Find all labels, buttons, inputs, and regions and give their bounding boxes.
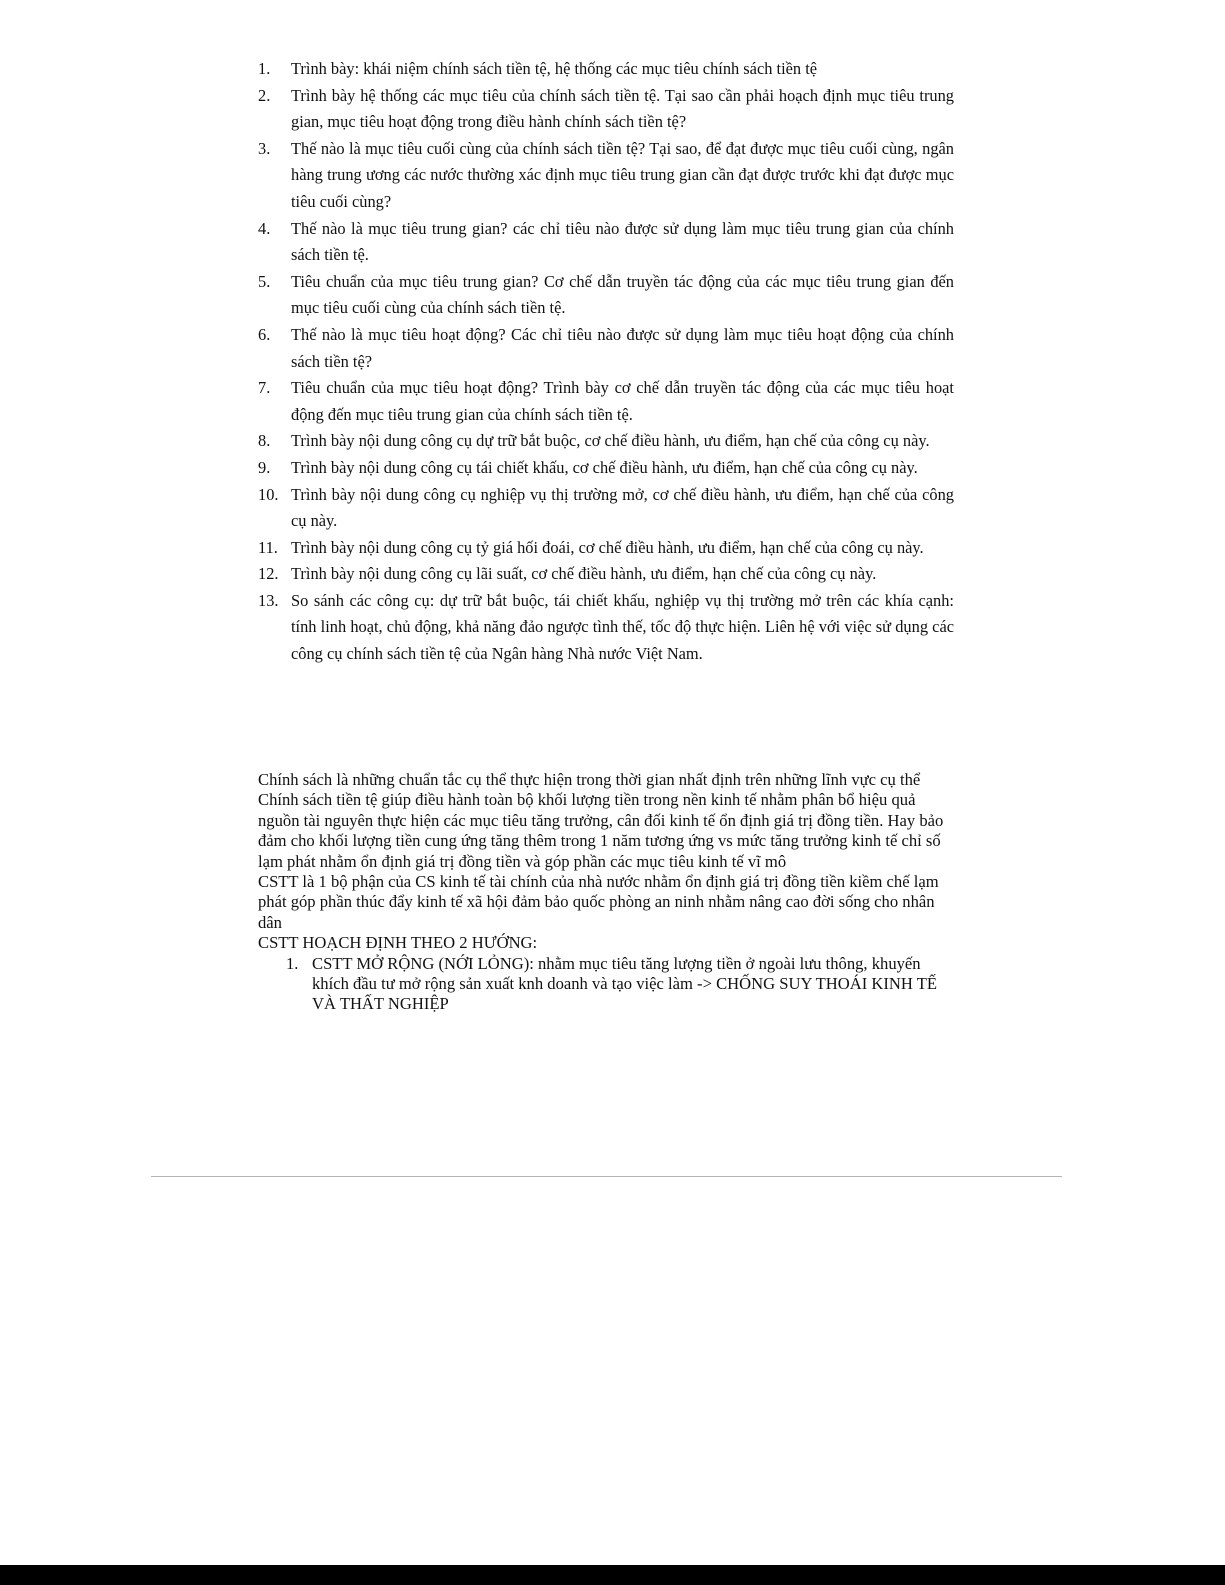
question-item (258, 83, 954, 136)
note-heading: CSTT HOẠCH ĐỊNH THEO 2 HƯỚNG: (258, 933, 538, 953)
question-number: 6. (258, 324, 271, 344)
sub-item-number: 1. (286, 953, 299, 973)
notes-section (258, 770, 948, 1015)
question-text: Trình bày hệ thống các mục tiêu của chính sách tiền tệ. Tại sao cần phải hoạch định mục tiêu trung gian, mục tiêu hoạt động trong điều hành chính sách tiền tệ? (291, 85, 954, 132)
question-number: 12. (258, 564, 279, 584)
note-paragraph: Chính sách là những chuẩn tắc cụ thể thực hiện trong thời gian nhất định trên những lĩnh vực cụ thể (258, 770, 921, 789)
question-item (258, 428, 954, 455)
question-item (258, 588, 954, 668)
question-text: Thế nào là mục tiêu trung gian? các chỉ tiêu nào được sử dụng làm mục tiêu trung gian của chính sách tiền tệ. (291, 218, 954, 265)
page-divider (151, 1176, 1062, 1177)
question-number: 10. (258, 484, 279, 504)
question-item (258, 136, 954, 216)
note-paragraph: Chính sách tiền tệ giúp điều hành toàn bộ khối lượng tiền trong nền kinh tế nhằm phân bổ hiệu quả nguồn tài nguyên thực hiện các mục tiêu tăng trưởng, cân đối kinh tế ổn định giá trị đồng tiền. Hay bảo đảm cho khối lượng tiền cung ứng tăng thêm trong 1 năm tương ứng vs mức tăng trưởng kinh tế chỉ số lạm phát nhằm ổn định giá trị đồng tiền và góp phần các mục tiêu kinh tế vĩ mô (258, 790, 944, 871)
question-number: 11. (258, 537, 278, 557)
question-item (258, 535, 954, 562)
question-item (258, 482, 954, 535)
question-text: Trình bày nội dung công cụ dự trữ bắt buộc, cơ chế điều hành, ưu điểm, hạn chế của công cụ này. (291, 431, 930, 451)
question-text: Trình bày nội dung công cụ tỷ giá hối đoái, cơ chế điều hành, ưu điểm, hạn chế của công cụ này. (291, 537, 924, 557)
question-text: Trình bày nội dung công cụ tái chiết khấu, cơ chế điều hành, ưu điểm, hạn chế của công cụ này. (291, 457, 918, 477)
question-text: Trình bày: khái niệm chính sách tiền tệ, hệ thống các mục tiêu chính sách tiền tệ (291, 59, 818, 78)
note-sub-item (258, 954, 948, 1015)
question-item (258, 375, 954, 428)
question-text: Trình bày nội dung công cụ lãi suất, cơ chế điều hành, ưu điểm, hạn chế của công cụ này. (291, 564, 877, 584)
note-paragraph: CSTT là 1 bộ phận của CS kinh tế tài chính của nhà nước nhằm ổn định giá trị đồng tiền kiềm chế lạm phát góp phần thúc đẩy kinh tế xã hội đảm bảo quốc phòng an ninh nhằm nâng cao đời sống cho nhân dân (258, 872, 939, 932)
question-text: Thế nào là mục tiêu hoạt động? Các chỉ tiêu nào được sử dụng làm mục tiêu hoạt động của chính sách tiền tệ? (291, 324, 954, 371)
question-item (258, 216, 954, 269)
question-number: 8. (258, 431, 271, 451)
question-item (258, 455, 954, 482)
question-number: 7. (258, 378, 271, 398)
question-text: Tiêu chuẩn của mục tiêu trung gian? Cơ chế dẫn truyền tác động của các mục tiêu trung gian đến mục tiêu cuối cùng của chính sách tiền tệ. (291, 271, 954, 318)
question-text: Tiêu chuẩn của mục tiêu hoạt động? Trình bày cơ chế dẫn truyền tác động của các mục tiêu hoạt động đến mục tiêu trung gian của chính sách tiền tệ. (291, 378, 954, 424)
question-number: 13. (258, 590, 279, 610)
question-list (258, 56, 954, 668)
sub-item-text: CSTT MỞ RỘNG (NỚI LỎNG): nhằm mục tiêu tăng lượng tiền ở ngoài lưu thông, khuyến khích đầu tư mở rộng sản xuất knh doanh và tạo việc làm -> CHỐNG SUY THOÁI KINH TẾ VÀ THẤT NGHIỆP (312, 953, 938, 1014)
question-number: 1. (258, 59, 271, 78)
question-number: 4. (258, 218, 271, 238)
question-text: Thế nào là mục tiêu cuối cùng của chính sách tiền tệ? Tại sao, để đạt được mục tiêu cuối cùng, ngân hàng trung ương các nước thường xác định mục tiêu trung gian cần đạt được trước khi đạt được mục tiêu cuối cùng? (291, 138, 954, 211)
bottom-bar (0, 1565, 1225, 1585)
question-text: So sánh các công cụ: dự trữ bắt buộc, tái chiết khấu, nghiệp vụ thị trường mở trên các khía cạnh: tính linh hoạt, chủ động, khả năng đảo ngược tình thế, tốc độ thực hiện. Liên hệ với việc sử dụng các công cụ chính sách tiền tệ của Ngân hàng Nhà nước Việt Nam. (291, 590, 954, 664)
question-number: 5. (258, 271, 271, 291)
question-item (258, 269, 954, 322)
question-number: 3. (258, 138, 271, 158)
question-number: 2. (258, 85, 271, 105)
question-text: Trình bày nội dung công cụ nghiệp vụ thị trường mở, cơ chế điều hành, ưu điểm, hạn chế của công cụ này. (291, 484, 954, 531)
question-item (258, 322, 954, 375)
question-item (258, 56, 954, 83)
question-number: 9. (258, 457, 271, 477)
question-item (258, 561, 954, 588)
